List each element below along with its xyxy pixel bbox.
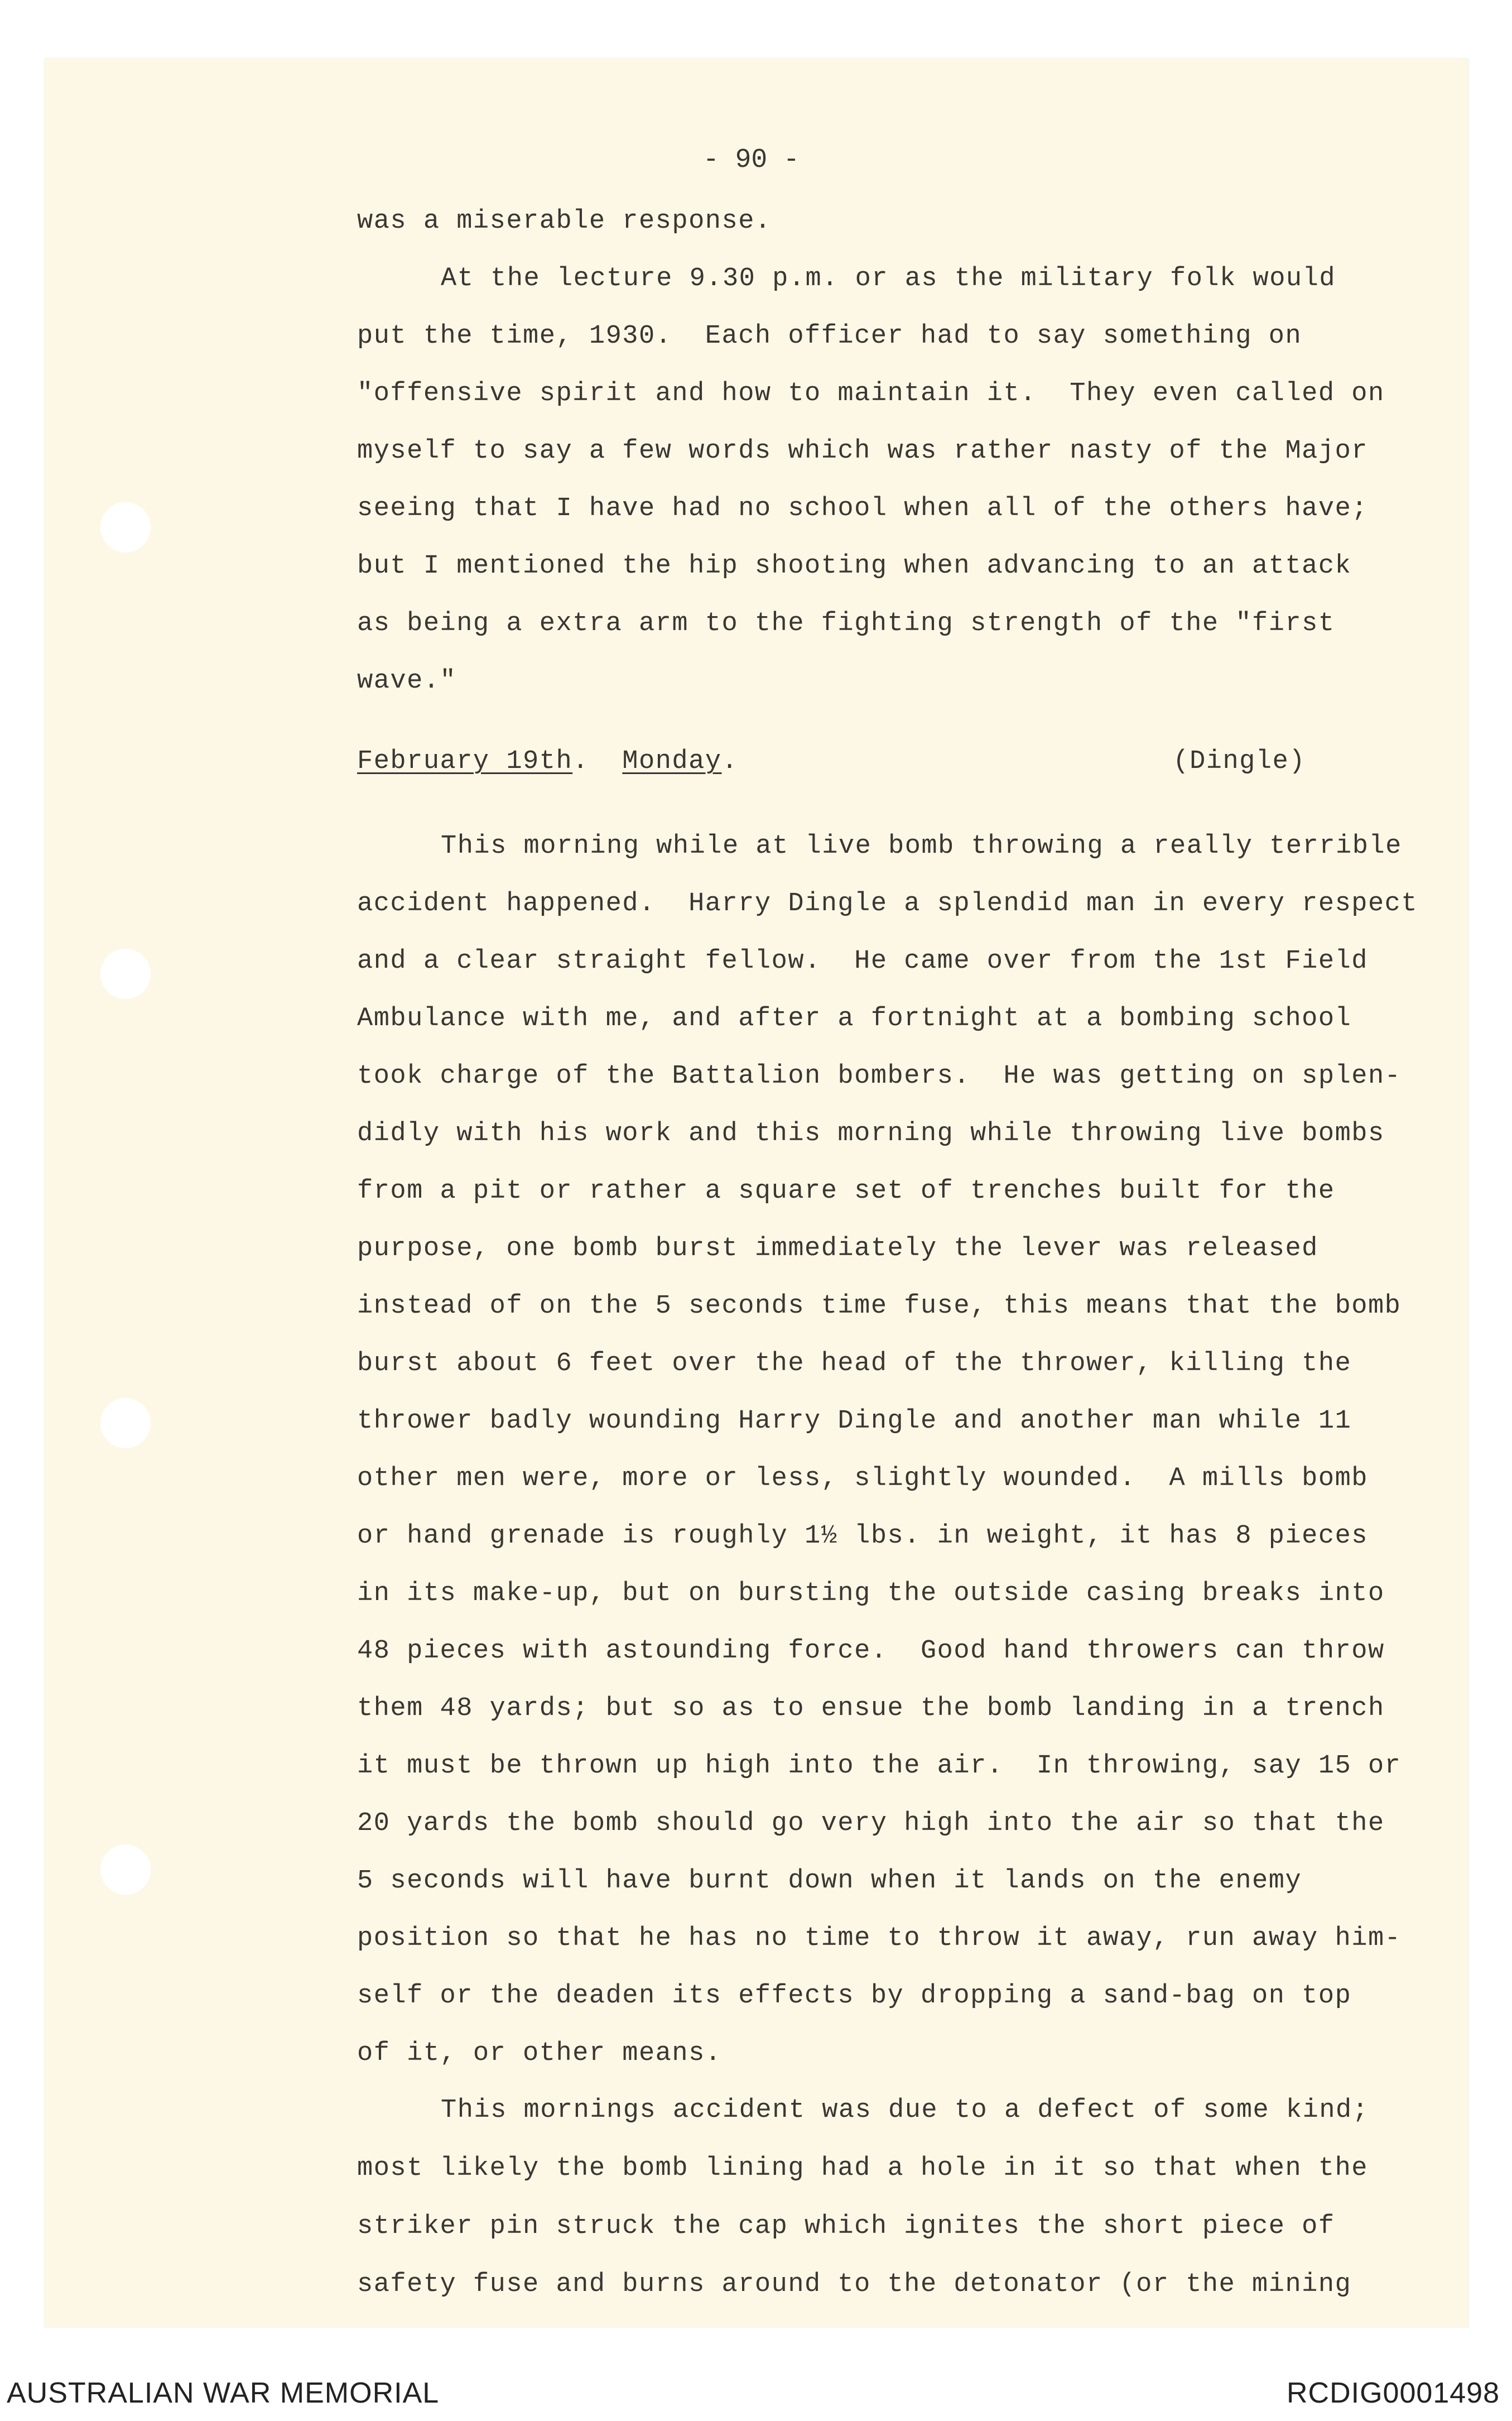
paragraph-cause [357,2082,1451,2314]
text-line: but I mentioned the hip shooting when advancing to an attack [357,551,1352,581]
entry-heading [357,734,1306,790]
heading-separator: . [572,747,623,776]
punch-hole [100,502,151,553]
footer-institution: AUSTRALIAN WAR MEMORIAL [7,2377,440,2409]
text-line: 20 yards the bomb should go very high into the air so that the [357,1809,1385,1838]
paragraph-accident [357,818,1451,2082]
text-line: Ambulance with me, and after a fortnight at a bombing school [357,1004,1352,1034]
footer-record-id: RCDIG0001498 [1287,2377,1500,2409]
text-line: as being a extra arm to the fighting strength of the "first [357,609,1335,638]
punch-hole [100,1398,151,1448]
heading-day: Monday [622,747,722,776]
text-line: of it, or other means. [357,2039,722,2068]
text-line: At the lecture 9.30 p.m. or as the military folk would [441,264,1336,294]
text-line: instead of on the 5 seconds time fuse, this means that the bomb [357,1291,1402,1321]
text-line: it must be thrown up high into the air. In throwing, say 15 or [357,1751,1402,1781]
text-line: safety fuse and burns around to the detonator (or the mining [357,2270,1352,2299]
text-line: most likely the bomb lining had a hole in it so that when the [357,2154,1368,2183]
text-line: seeing that I have had no school when all of the others have; [357,494,1368,523]
page-number: - 90 - [703,145,800,175]
text-line: myself to say a few words which was rather nasty of the Major [357,436,1368,466]
text-line: put the time, 1930. Each officer had to say something on [357,321,1302,351]
text-line: didly with his work and this morning while throwing live bombs [357,1119,1385,1149]
text-line: self or the deaden its effects by dropping a sand-bag on top [357,1981,1352,2011]
punch-hole [100,1844,151,1895]
text-line: 48 pieces with astounding force. Good hand throwers can throw [357,1636,1385,1666]
punch-hole [100,949,151,999]
text-line: purpose, one bomb burst immediately the lever was released [357,1234,1318,1264]
text-line: from a pit or rather a square set of trenches built for the [357,1176,1335,1206]
text-line: accident happened. Harry Dingle a splendid man in every respect [357,889,1418,919]
text-line: them 48 yards; but so as to ensue the bomb landing in a trench [357,1694,1385,1723]
text-line: or hand grenade is roughly 1½ lbs. in weight, it has 8 pieces [357,1521,1368,1551]
text-line: burst about 6 feet over the head of the thrower, killing the [357,1349,1352,1378]
text-line: position so that he has no time to throw it away, run away him- [357,1924,1402,1953]
text-line: took charge of the Battalion bombers. He was getting on splen- [357,1061,1402,1091]
heading-date: February 19th [357,747,573,776]
text-line: wave." [357,666,457,696]
text-line: thrower badly wounding Harry Dingle and another man while 11 [357,1406,1352,1436]
heading-tag: (Dingle) [1173,747,1306,776]
text-line: was a miserable response. [357,206,772,236]
text-line: in its make-up, but on bursting the outside casing breaks into [357,1579,1385,1608]
text-line: This morning while at live bomb throwing a really terrible [441,832,1402,861]
text-line: 5 seconds will have burnt down when it lands on the enemy [357,1866,1302,1896]
text-line: "offensive spirit and how to maintain it. They even called on [357,379,1385,409]
paragraph-lecture [357,193,1451,710]
text-line: other men were, more or less, slightly wounded. A mills bomb [357,1464,1368,1493]
text-line: striker pin struck the cap which ignites the short piece of [357,2212,1335,2241]
heading-end: . [721,747,739,776]
text-line: and a clear straight fellow. He came over from the 1st Field [357,947,1368,976]
text-line: This mornings accident was due to a defect of some kind; [441,2096,1369,2125]
